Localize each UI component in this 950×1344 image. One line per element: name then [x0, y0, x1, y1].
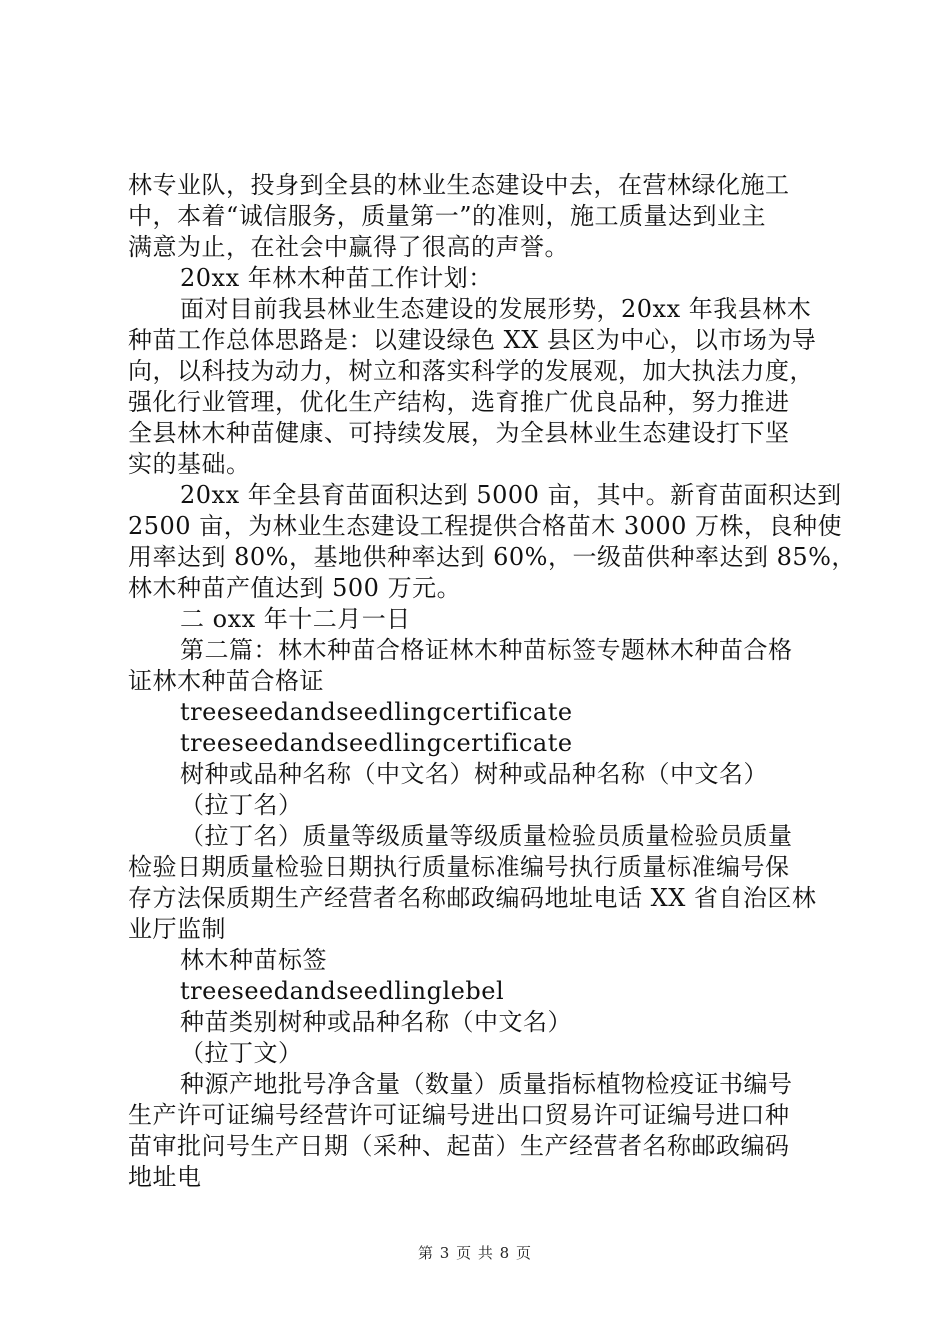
text-line: 中，本着“诚信服务，质量第一”的准则，施工质量达到业主 — [128, 202, 767, 230]
text-line: 存方法保质期生产经营者名称邮政编码地址电话 XX 省自治区林 — [128, 884, 817, 912]
text-line: 生产许可证编号经营许可证编号进出口贸易许可证编号进口种 — [128, 1101, 790, 1129]
text-line: 种源产地批号净含量（数量）质量指标植物检疫证书编号 — [180, 1070, 793, 1098]
text-line: （拉丁名）质量等级质量等级质量检验员质量检验员质量 — [180, 822, 793, 850]
text-line: 种苗工作总体思路是：以建设绿色 XX 县区为中心，以市场为导 — [128, 326, 817, 354]
text-line: 林木种苗产值达到 500 万元。 — [128, 574, 462, 602]
text-line: 满意为止，在社会中赢得了很高的声誉。 — [128, 233, 569, 261]
text-line: 树种或品种名称（中文名）树种或品种名称（中文名） — [180, 760, 768, 788]
text-line: 证林木种苗合格证 — [128, 667, 324, 695]
text-line: （拉丁名） — [180, 791, 303, 819]
text-line: treeseedandseedlingcertificate — [180, 698, 573, 726]
text-line: treeseedandseedlingcertificate — [180, 729, 573, 757]
text-line: 全县林木种苗健康、可持续发展，为全县林业生态建设打下坚 — [128, 419, 790, 447]
text-line: 2500 亩，为林业生态建设工程提供合格苗木 3000 万株，良种使 — [128, 512, 843, 540]
text-line: 林木种苗标签 — [180, 946, 327, 974]
text-line: 用率达到 80%，基地供种率达到 60%，一级苗供种率达到 85%， — [128, 543, 856, 571]
text-line: 面对目前我县林业生态建设的发展形势，20xx 年我县林木 — [180, 295, 812, 323]
text-line: 种苗类别树种或品种名称（中文名） — [180, 1008, 572, 1036]
text-line: 强化行业管理，优化生产结构，选育推广优良品种，努力推进 — [128, 388, 790, 416]
text-line: （拉丁文） — [180, 1039, 303, 1067]
text-line: 实的基础。 — [128, 450, 251, 478]
text-line: 向，以科技为动力，树立和落实科学的发展观，加大执法力度， — [128, 357, 814, 385]
document-body — [128, 170, 856, 1193]
text-line: 地址电 — [128, 1163, 202, 1191]
text-line: 业厅监制 — [128, 915, 226, 943]
text-line: 检验日期质量检验日期执行质量标准编号执行质量标准编号保 — [128, 853, 790, 881]
text-line: treeseedandseedlinglebel — [180, 977, 505, 1005]
page-number-footer: 第 3 页 共 8 页 — [418, 1244, 532, 1262]
date-line: 二 oxx 年十二月一日 — [180, 605, 411, 633]
section-heading: 第二篇：林木种苗合格证林木种苗标签专题林木种苗合格 — [180, 636, 793, 664]
text-line: 林专业队，投身到全县的林业生态建设中去，在营林绿化施工 — [128, 171, 790, 199]
text-line: 20xx 年全县育苗面积达到 5000 亩，其中。新育苗面积达到 — [180, 481, 842, 509]
section-heading: 20xx 年林木种苗工作计划： — [180, 264, 493, 292]
text-line: 苗审批问号生产日期（采种、起苗）生产经营者名称邮政编码 — [128, 1132, 790, 1160]
